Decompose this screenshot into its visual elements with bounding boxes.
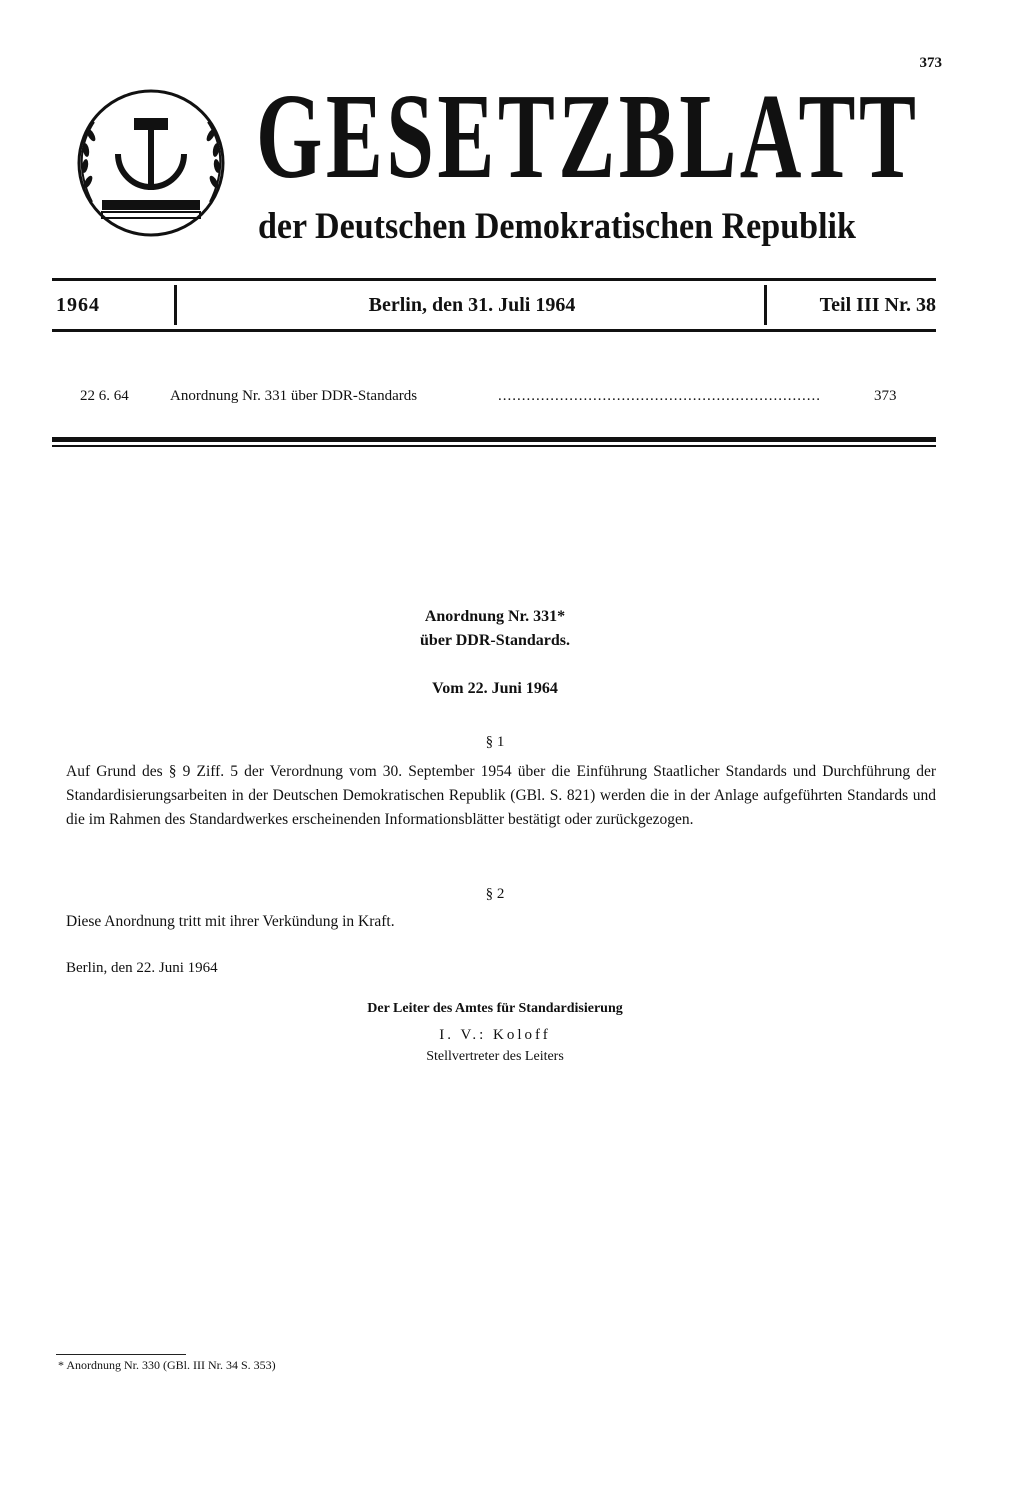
masthead-title: GESETZBLATT bbox=[256, 69, 920, 204]
contents-rule bbox=[52, 437, 936, 442]
issue-place-date: Berlin, den 31. Juli 1964 bbox=[368, 294, 576, 316]
section-text: Diese Anordnung tritt mit ihrer Verkündung in Kraft. bbox=[66, 913, 395, 930]
signatory-title: Der Leiter des Amtes für Standardisierung bbox=[367, 1001, 623, 1016]
signatory-role: Stellvertreter des Leiters bbox=[426, 1049, 564, 1064]
signatory-name: I. V.: Koloff bbox=[439, 1027, 551, 1043]
section-label: § 2 bbox=[485, 886, 505, 902]
document-title: Anordnung Nr. 331* bbox=[424, 608, 566, 625]
contents-rule bbox=[52, 445, 936, 447]
contents-page: 373 bbox=[874, 388, 897, 404]
contents-date: 22 6. 64 bbox=[80, 388, 129, 404]
document-date: Vom 22. Juni 1964 bbox=[432, 680, 558, 697]
page-number: 373 bbox=[919, 55, 942, 71]
contents-leader: .................................................................... bbox=[498, 388, 821, 404]
issue-bar bbox=[52, 281, 936, 329]
section-text: Auf Grund des § 9 Ziff. 5 der Verordnung vom 30. September 1954 über die Einführung Staatlicher Standards und Durchführung der Standardisierungsarbeiten in der Deutschen Demokratischen Republik (GBl. S. 821) werden die in der Anlage aufgeführten Standards und die im Rahmen des Standardwerkes erscheinenden Informationsblätter bestätigt oder zurückgezogen. bbox=[66, 763, 936, 828]
issue-year: 1964 bbox=[56, 294, 100, 316]
issue-part: Teil III Nr. 38 bbox=[819, 294, 936, 316]
document-place-date: Berlin, den 22. Juni 1964 bbox=[66, 960, 218, 976]
ddr-emblem-icon bbox=[72, 84, 230, 242]
footnote-rule bbox=[56, 1354, 186, 1355]
contents-entry bbox=[80, 384, 900, 410]
header-rule-bottom bbox=[52, 329, 936, 332]
issue-divider bbox=[764, 285, 767, 325]
issue-divider bbox=[174, 285, 177, 325]
document-subtitle: über DDR-Standards. bbox=[420, 632, 570, 649]
section-label: § 1 bbox=[485, 734, 505, 750]
masthead-subtitle: der Deutschen Demokratischen Republik bbox=[258, 206, 856, 247]
footnote: * Anordnung Nr. 330 (GBl. III Nr. 34 S. 353) bbox=[58, 1358, 276, 1372]
contents-title: Anordnung Nr. 331 über DDR-Standards bbox=[170, 388, 418, 404]
